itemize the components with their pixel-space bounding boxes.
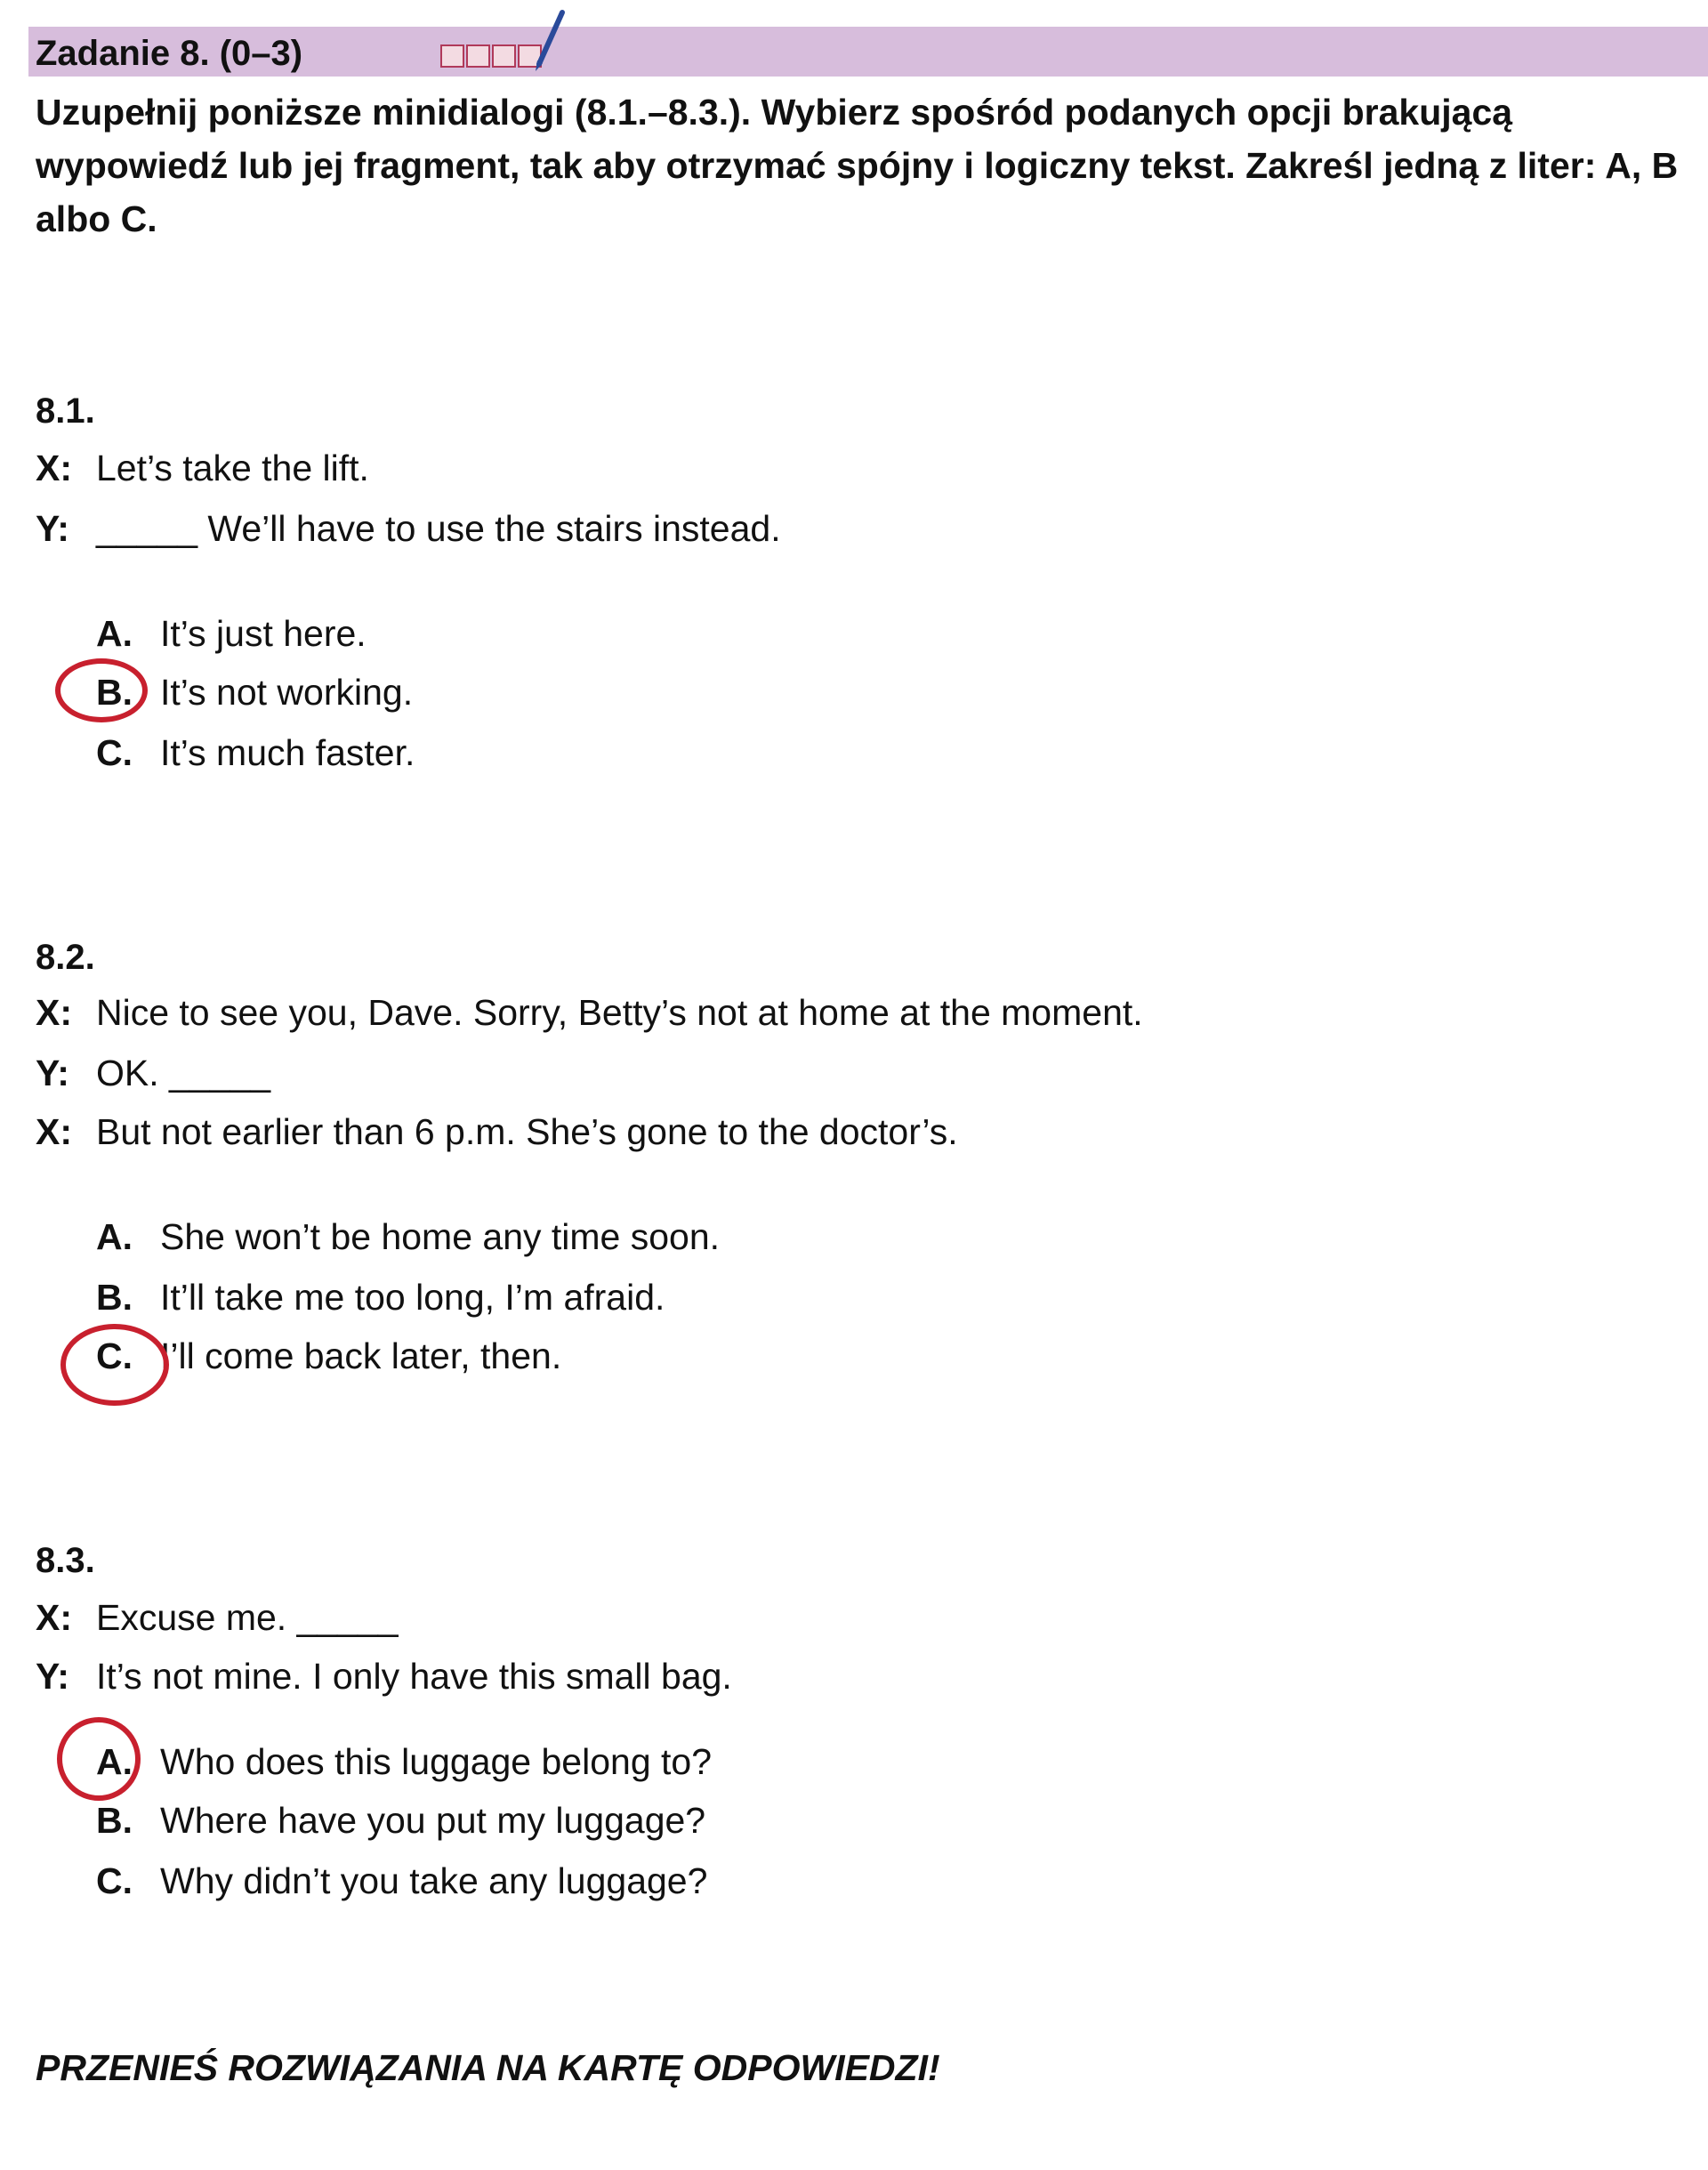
option-a[interactable]: [96, 609, 367, 658]
item-number: 8.2.: [36, 938, 95, 977]
option-letter: B.: [96, 1800, 133, 1841]
option-text: She won’t be home any time soon.: [160, 1216, 721, 1257]
option-text: I’ll come back later, then.: [160, 1335, 562, 1376]
option-letter: C.: [96, 732, 133, 773]
dialogue-text: OK. _____: [96, 1053, 271, 1093]
option-letter: C.: [96, 1860, 133, 1901]
dialogue-line: [36, 1048, 270, 1098]
dialogue-text: Nice to see you, Dave. Sorry, Betty’s not at home at the moment.: [96, 992, 1143, 1033]
dialogue-line: [36, 988, 1143, 1037]
point-box: [440, 44, 464, 68]
point-box: [466, 44, 490, 68]
option-letter: A.: [96, 1741, 133, 1782]
option-text: Where have you put my luggage?: [160, 1800, 706, 1841]
speaker-label: X:: [36, 1597, 72, 1638]
point-box: [492, 44, 516, 68]
dialogue-text: Excuse me. _____: [96, 1597, 399, 1638]
speaker-label: X:: [36, 448, 72, 488]
task-instruction: Uzupełnij poniższe minidialogi (8.1.–8.3.). Wybierz spośród podanych opcji brakującą wypowiedź lub jej fragment, tak aby otrzymać spójny i logiczny tekst. Zakreśl jedną z liter: A, B albo C.: [36, 92, 1679, 239]
option-b[interactable]: [96, 1795, 705, 1845]
option-b[interactable]: [96, 1272, 665, 1322]
option-letter: B.: [96, 1277, 133, 1318]
dialogue-line: [36, 1593, 399, 1642]
option-a[interactable]: [96, 1737, 712, 1787]
item-number: 8.3.: [36, 1541, 95, 1580]
option-text: It’s not working.: [160, 672, 414, 713]
task-title: Zadanie 8. (0–3): [36, 34, 303, 73]
option-letter: B.: [96, 672, 133, 713]
dialogue-text: It’s not mine. I only have this small bag.: [96, 1656, 732, 1697]
option-a[interactable]: [96, 1212, 720, 1262]
option-text: It’ll take me too long, I’m afraid.: [160, 1277, 665, 1318]
speaker-label: X:: [36, 1111, 72, 1152]
speaker-label: Y:: [36, 1656, 69, 1697]
pen-icon: [532, 9, 568, 71]
option-c[interactable]: [96, 728, 415, 778]
speaker-label: Y:: [36, 508, 69, 549]
answer-circle: [55, 658, 148, 722]
item-number: 8.1.: [36, 391, 95, 431]
option-letter: A.: [96, 1216, 133, 1257]
points-boxes: [440, 44, 542, 68]
option-letter: C.: [96, 1335, 133, 1376]
speaker-label: Y:: [36, 1053, 69, 1093]
answer-circle: [60, 1324, 169, 1406]
dialogue-line: [36, 443, 369, 493]
dialogue-text: _____ We’ll have to use the stairs instead.: [96, 508, 781, 549]
option-text: Why didn’t you take any luggage?: [160, 1860, 708, 1901]
dialogue-line: [36, 504, 781, 553]
answer-circle: [57, 1717, 141, 1801]
dialogue-line: [36, 1651, 732, 1701]
option-text: It’s just here.: [160, 613, 367, 654]
option-letter: A.: [96, 613, 133, 654]
option-text: Who does this luggage belong to?: [160, 1741, 713, 1782]
dialogue-line: [36, 1107, 958, 1157]
speaker-label: X:: [36, 992, 72, 1033]
option-c[interactable]: [96, 1856, 707, 1906]
dialogue-text: Let’s take the lift.: [96, 448, 369, 488]
dialogue-text: But not earlier than 6 p.m. She’s gone to the doctor’s.: [96, 1111, 958, 1152]
option-text: It’s much faster.: [160, 732, 415, 773]
footer-note: PRZENIEŚ ROZWIĄZANIA NA KARTĘ ODPOWIEDZI!: [36, 2047, 940, 2088]
